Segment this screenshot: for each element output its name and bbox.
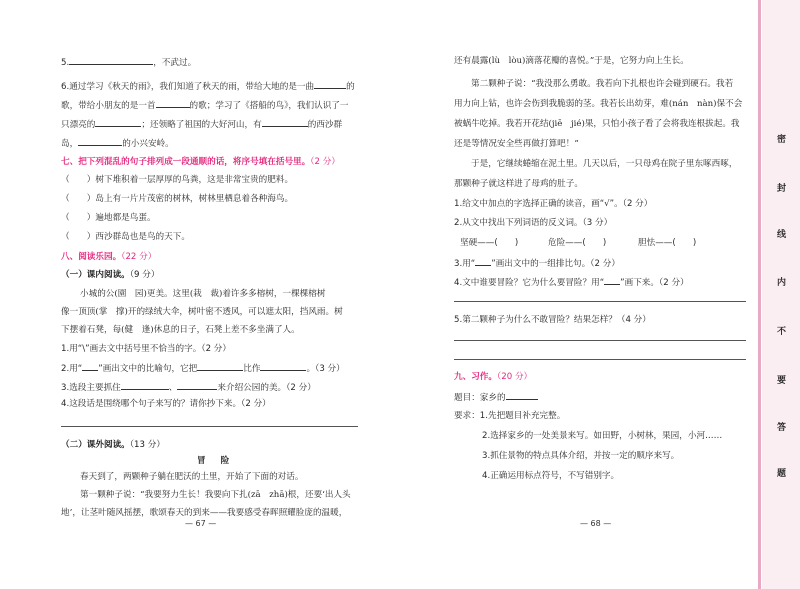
reading-2-heading: （二）课外阅读。（13 分） (61, 440, 165, 450)
seal-char: 密 (777, 135, 787, 145)
question-6-line3: 只漂亮的 ；还领略了祖国的大好河山，有 的西沙群 (61, 117, 342, 131)
essay-requirement: 2.选择家乡的一处美景来写。如田野，小树林，果园，小河…… (482, 431, 723, 441)
section-9-heading: 九、习作。（20 分） (454, 372, 533, 382)
essay-requirement: 4.正确运用标点符号，不写错别字。 (482, 471, 620, 481)
reading-1-q3: 3.选段主要抓住 、 来介绍公园的美。（2 分） (61, 380, 316, 394)
answer-blank[interactable] (262, 117, 308, 127)
story-paragraph: 被蜗牛吃掉。我若开花结(jiē jié)果，只怕小孩子看了会将我连根拔起。我 (454, 119, 740, 129)
answer-blank[interactable] (69, 55, 153, 65)
question-6-line2: 歌，带给小朋友的是一首 的歌；学习了《搭船的鸟》，我们认识了一 (61, 98, 349, 112)
seal-char: 线 (777, 230, 787, 240)
answer-line[interactable] (454, 340, 746, 341)
answer-line[interactable] (61, 426, 358, 427)
reading-2-q2: 2.从文中找出下列词语的反义词。（3 分） (454, 218, 613, 228)
page-number: — 68 — (580, 519, 612, 528)
story-paragraph: 第二颗种子说：“我没那么勇敢。我若向下扎根也许会碰到硬石。我若 (471, 79, 734, 89)
reading-1-passage: 小城的公(園 园)更美。这里(栽 裁)着许多多榕树，一棵棵榕树 (80, 289, 326, 299)
seal-char: 要 (777, 376, 787, 386)
underline-mark (475, 256, 491, 266)
answer-blank[interactable] (95, 117, 141, 127)
answer-blank[interactable] (197, 361, 243, 371)
answer-blank[interactable] (78, 136, 122, 146)
answer-blank[interactable] (314, 79, 346, 89)
story-paragraph: 于是，它继续蜷缩在泥土里。几天以后，一只母鸡在院子里东啄西啄， (471, 159, 738, 169)
story-title: 冒 险 (197, 456, 236, 466)
reading-2-q3: 3.用“ ”画出文中的一组排比句。（2 分） (454, 256, 620, 270)
seal-char: 内 (777, 278, 787, 288)
story-paragraph: 地’，让茎叶随风摇摆，歌颂春天的到来——我要感受春晖照耀脸庞的温暖， (61, 508, 348, 518)
story-paragraph: 春天到了，两颗种子躺在肥沃的土里，开始了下面的对话。 (80, 472, 304, 482)
answer-blank[interactable] (156, 98, 190, 108)
antonym-item[interactable]: 胆怯——( ) (638, 238, 697, 248)
answer-blank[interactable] (506, 390, 538, 400)
section-8-heading: 八、阅读乐园。（22 分） (61, 252, 157, 262)
question-5: 5. ，不武过。 (61, 55, 196, 69)
reading-1-q4: 4.这段话是围绕哪个句子来写的？请你抄下来。（2 分） (61, 399, 271, 409)
reading-1-q1: 1.用“\”画去文中括号里不恰当的字。（2 分） (61, 344, 231, 354)
section-7-heading: 七、把下列混乱的句子排列成一段通顺的话，将序号填在括号里。（2 分） (61, 157, 340, 167)
story-paragraph: 那颗种子就这样进了母鸡的肚子。 (454, 179, 583, 189)
seal-char: 不 (777, 327, 787, 337)
reading-1-passage: 下摆着石凳，每(健 逢)休息的日子，石凳上差不多坐满了人。 (61, 325, 300, 335)
essay-requirement: 3.抓住景物的特点具体介绍，并按一定的顺序来写。 (482, 451, 680, 461)
reading-1-q2: 2.用“ ”画出文中的比喻句，它把 比作 。（3 分） (61, 361, 345, 375)
binding-line (758, 0, 761, 589)
seal-char: 封 (777, 184, 787, 194)
answer-line[interactable] (454, 359, 746, 360)
sentence-item[interactable]: （ ）岛上有一片片茂密的树林，树林里栖息着各种海鸟。 (61, 194, 294, 204)
seal-margin (762, 0, 800, 589)
reading-1-passage: 像一顶顶(掌 撑)开的绿绒大伞，树叶密不透风，可以遮太阳，挡风雨。树 (61, 307, 343, 317)
story-paragraph: 还有晨露(lù lòu)滴落花瓣的喜悦。”于是，它努力向上生长。 (454, 56, 689, 66)
sentence-item[interactable]: （ ）遍地都是鸟蛋。 (61, 213, 156, 223)
underline-mark (82, 361, 98, 371)
page-68 (400, 0, 758, 589)
page-number: — 67 — (185, 519, 217, 528)
answer-blank[interactable] (260, 361, 306, 371)
underline-mark (604, 275, 620, 285)
answer-blank[interactable] (177, 380, 217, 390)
essay-topic: 题目：家乡的 (454, 390, 538, 404)
reading-2-q4: 4.文中谁要冒险？它为什么要冒险？用“ ”画下来。（2 分） (454, 275, 689, 289)
answer-line[interactable] (454, 301, 746, 302)
story-paragraph: 用力向上钻，也许会伤到我脆弱的茎。我若长出幼芽，难(nán nàn)保不会 (454, 99, 743, 109)
answer-blank[interactable] (121, 380, 169, 390)
sentence-item[interactable]: （ ）西沙群岛也是鸟的天下。 (61, 232, 190, 242)
essay-requirement: 要求：1.先把题目补充完整。 (454, 411, 566, 421)
reading-2-q1: 1.给文中加点的字选择正确的读音，画“√”。（2 分） (454, 199, 653, 209)
question-6-line1: 6.通过学习《秋天的雨》，我们知道了秋天的雨，带给大地的是一曲 的 (61, 79, 355, 93)
reading-1-heading: （一）课内阅读。（9 分） (61, 270, 160, 280)
seal-char: 题 (777, 469, 787, 479)
seal-char: 答 (777, 423, 787, 433)
reading-2-q5: 5.第二颗种子为什么不敢冒险？结果怎样？（4 分） (454, 315, 651, 325)
sentence-item[interactable]: （ ）树下堆积着一层厚厚的鸟粪，这是非常宝贵的肥料。 (61, 175, 294, 185)
question-6-line4: 岛， 的小兴安岭。 (61, 136, 174, 150)
story-paragraph: 还是等情况安全些再做打算吧！” (454, 139, 579, 149)
antonym-item[interactable]: 坚硬——( ) (460, 238, 519, 248)
antonym-item[interactable]: 危险——( ) (548, 238, 607, 248)
story-paragraph: 第一颗种子说：“我要努力生长！我要向下扎(zā zhā)根，还要‘出人头 (80, 490, 351, 500)
